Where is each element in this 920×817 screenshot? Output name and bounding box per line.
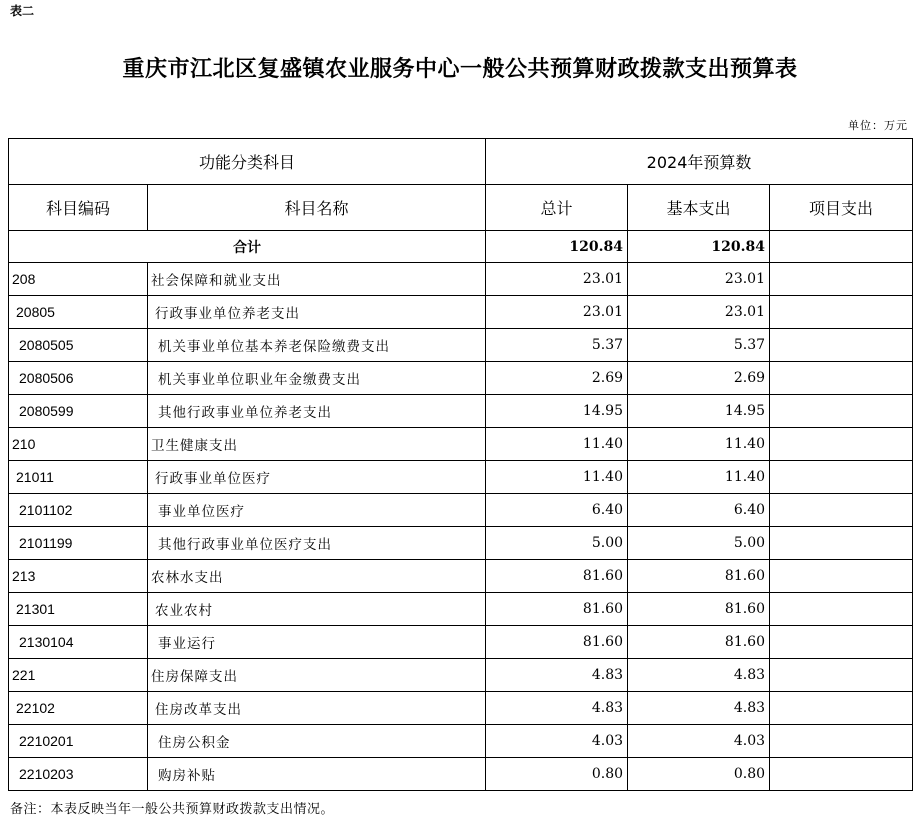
row-code: 22102: [9, 692, 148, 725]
row-code: 2210203: [9, 758, 148, 791]
row-code: 2101199: [9, 527, 148, 560]
row-basic: 6.40: [628, 494, 770, 527]
row-project: [770, 560, 913, 593]
row-basic: 2.69: [628, 362, 770, 395]
row-code: 20805: [9, 296, 148, 329]
row-basic: 4.83: [628, 692, 770, 725]
row-code: 2130104: [9, 626, 148, 659]
row-code: 2080599: [9, 395, 148, 428]
table-row: [9, 263, 913, 296]
footnote: 备注：本表反映当年一般公共预算财政拨款支出情况。: [10, 802, 335, 817]
row-name: 住房公积金: [148, 725, 486, 758]
row-project: [770, 296, 913, 329]
row-name: 住房改革支出: [148, 692, 486, 725]
row-basic: 14.95: [628, 395, 770, 428]
row-total: 81.60: [486, 560, 628, 593]
row-project: [770, 593, 913, 626]
row-basic: 23.01: [628, 296, 770, 329]
header-function-classification: 功能分类科目: [9, 139, 486, 185]
row-name: 住房保障支出: [148, 659, 486, 692]
row-project: [770, 329, 913, 362]
row-basic: 81.60: [628, 560, 770, 593]
row-basic: 23.01: [628, 263, 770, 296]
row-code: 21301: [9, 593, 148, 626]
row-name: 机关事业单位职业年金缴费支出: [148, 362, 486, 395]
row-total: 4.83: [486, 692, 628, 725]
table-row: [9, 329, 913, 362]
header-row-columns: [9, 185, 913, 231]
row-name: 农业农村: [148, 593, 486, 626]
row-project: [770, 263, 913, 296]
header-budget-year: 2024年预算数: [486, 139, 913, 185]
row-name: 社会保障和就业支出: [148, 263, 486, 296]
row-total: 0.80: [486, 758, 628, 791]
header-row-group: [9, 139, 913, 185]
row-code: 210: [9, 428, 148, 461]
row-total: 2.69: [486, 362, 628, 395]
row-code: 2101102: [9, 494, 148, 527]
row-project: [770, 395, 913, 428]
table-row: [9, 461, 913, 494]
row-name: 事业运行: [148, 626, 486, 659]
total-amount: 120.84: [486, 231, 628, 263]
table-number-label: 表二: [10, 4, 35, 18]
row-name: 行政事业单位养老支出: [148, 296, 486, 329]
row-name: 其他行政事业单位医疗支出: [148, 527, 486, 560]
row-code: 221: [9, 659, 148, 692]
total-label: 合计: [9, 231, 486, 263]
row-project: [770, 494, 913, 527]
header-code: 科目编码: [9, 185, 148, 231]
table-row: [9, 395, 913, 428]
table-row: [9, 758, 913, 791]
row-code: 213: [9, 560, 148, 593]
row-project: [770, 725, 913, 758]
row-total: 23.01: [486, 263, 628, 296]
table-row: [9, 593, 913, 626]
total-basic: 120.84: [628, 231, 770, 263]
row-code: 2080506: [9, 362, 148, 395]
table-row: [9, 692, 913, 725]
row-total: 23.01: [486, 296, 628, 329]
row-basic: 4.83: [628, 659, 770, 692]
row-project: [770, 758, 913, 791]
row-total: 14.95: [486, 395, 628, 428]
row-project: [770, 461, 913, 494]
row-name: 其他行政事业单位养老支出: [148, 395, 486, 428]
table-row: [9, 362, 913, 395]
table-row: [9, 296, 913, 329]
table-row: [9, 725, 913, 758]
row-project: [770, 659, 913, 692]
row-basic: 0.80: [628, 758, 770, 791]
row-name: 行政事业单位医疗: [148, 461, 486, 494]
row-total: 81.60: [486, 593, 628, 626]
row-code: 21011: [9, 461, 148, 494]
table-row: [9, 626, 913, 659]
row-basic: 11.40: [628, 428, 770, 461]
row-project: [770, 527, 913, 560]
header-basic: 基本支出: [628, 185, 770, 231]
row-total: 5.37: [486, 329, 628, 362]
row-basic: 4.03: [628, 725, 770, 758]
row-name: 农林水支出: [148, 560, 486, 593]
page-title: 重庆市江北区复盛镇农业服务中心一般公共预算财政拨款支出预算表: [122, 56, 798, 82]
header-name: 科目名称: [148, 185, 486, 231]
row-project: [770, 362, 913, 395]
budget-table: [8, 138, 913, 791]
row-code: 2080505: [9, 329, 148, 362]
unit-label: 单位：万元: [848, 119, 908, 132]
row-code: 208: [9, 263, 148, 296]
row-name: 购房补贴: [148, 758, 486, 791]
row-total: 4.03: [486, 725, 628, 758]
row-code: 2210201: [9, 725, 148, 758]
table-row: [9, 428, 913, 461]
table-row: [9, 527, 913, 560]
row-total: 6.40: [486, 494, 628, 527]
row-basic: 5.37: [628, 329, 770, 362]
row-name: 事业单位医疗: [148, 494, 486, 527]
table-row: [9, 560, 913, 593]
total-row: [9, 231, 913, 263]
header-project: 项目支出: [770, 185, 913, 231]
row-basic: 81.60: [628, 626, 770, 659]
row-basic: 5.00: [628, 527, 770, 560]
row-basic: 81.60: [628, 593, 770, 626]
row-total: 81.60: [486, 626, 628, 659]
row-project: [770, 692, 913, 725]
row-project: [770, 428, 913, 461]
row-total: 11.40: [486, 428, 628, 461]
table-row: [9, 659, 913, 692]
header-total: 总计: [486, 185, 628, 231]
row-total: 5.00: [486, 527, 628, 560]
table-row: [9, 494, 913, 527]
row-total: 11.40: [486, 461, 628, 494]
row-name: 卫生健康支出: [148, 428, 486, 461]
row-basic: 11.40: [628, 461, 770, 494]
row-project: [770, 626, 913, 659]
row-total: 4.83: [486, 659, 628, 692]
row-name: 机关事业单位基本养老保险缴费支出: [148, 329, 486, 362]
total-project: [770, 231, 913, 263]
